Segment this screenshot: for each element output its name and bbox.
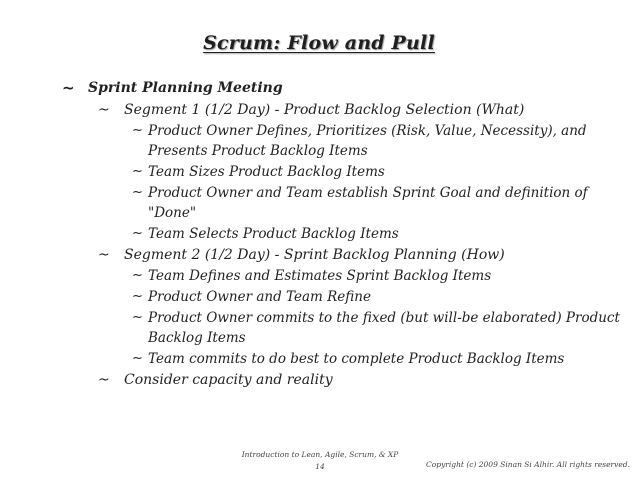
bullet-tilde-icon: ~	[98, 247, 110, 263]
bullet-tilde-icon: ~	[132, 310, 143, 325]
outline-item-level-1	[94, 245, 630, 265]
bullet-tilde-icon: ~	[132, 226, 143, 241]
footer-course-title: Introduction to Lean, Agile, Scrum, & XP	[241, 450, 399, 459]
outline-item-text: Segment 1 (1/2 Day) - Product Backlog Selection (What)	[124, 102, 525, 118]
footer-page-number: 14	[315, 462, 325, 471]
outline-item-level-2	[132, 266, 630, 286]
outline-item-text: Consider capacity and reality	[124, 372, 333, 388]
outline-item-level-2	[132, 121, 630, 161]
outline-item-text: Product Owner commits to the fixed (but will-be elaborated) Product Backlog Items	[148, 310, 620, 346]
bullet-tilde-icon: ~	[132, 185, 143, 200]
bullet-outline	[60, 78, 630, 390]
outline-item-text: Segment 2 (1/2 Day) - Sprint Backlog Planning (How)	[124, 247, 505, 263]
outline-item-text: Product Owner and Team establish Sprint Goal and definition of "Done"	[148, 185, 588, 221]
outline-item-level-1	[94, 100, 630, 120]
outline-item-text: Team Defines and Estimates Sprint Backlog Items	[148, 268, 492, 284]
bullet-tilde-icon: ~	[62, 79, 75, 97]
bullet-tilde-icon: ~	[132, 268, 143, 283]
outline-item-level-2	[132, 162, 630, 182]
footer-course	[205, 449, 435, 473]
outline-item-level-2	[132, 183, 630, 223]
outline-item-text: Sprint Planning Meeting	[88, 80, 283, 96]
outline-item-text: Team Selects Product Backlog Items	[148, 226, 399, 242]
bullet-tilde-icon: ~	[98, 372, 110, 388]
outline-item-text: Product Owner Defines, Prioritizes (Risk, Value, Necessity), and Presents Product Backlog Items	[148, 123, 587, 159]
bullet-tilde-icon: ~	[132, 164, 143, 179]
outline-item-level-1	[94, 370, 630, 390]
outline-item-text: Product Owner and Team Refine	[148, 289, 371, 305]
bullet-tilde-icon: ~	[98, 102, 110, 118]
outline-item-level-2	[132, 308, 630, 348]
outline-item-level-2	[132, 224, 630, 244]
outline-item-level-2	[132, 287, 630, 307]
footer-copyright: Copyright (c) 2009 Sinan Si Alhir. All rights reserved.	[426, 460, 630, 469]
outline-item-level-0	[60, 78, 630, 98]
slide-title: Scrum: Flow and Pull	[203, 32, 435, 54]
bullet-tilde-icon: ~	[132, 289, 143, 304]
bullet-tilde-icon: ~	[132, 123, 143, 138]
outline-item-level-2	[132, 349, 630, 369]
outline-item-text: Team commits to do best to complete Product Backlog Items	[148, 351, 565, 367]
bullet-tilde-icon: ~	[132, 351, 143, 366]
outline-item-text: Team Sizes Product Backlog Items	[148, 164, 385, 180]
